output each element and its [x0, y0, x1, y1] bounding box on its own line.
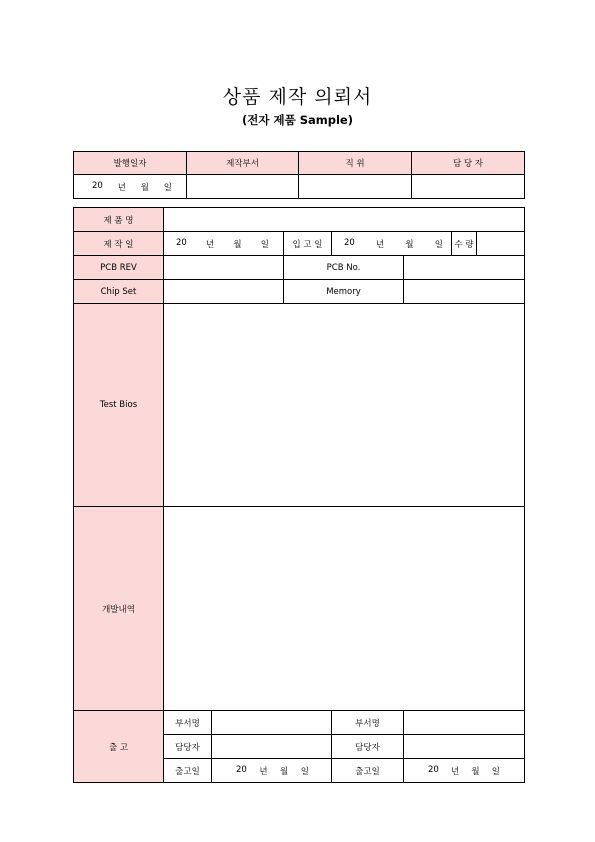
dept-label: 부서명 [332, 711, 404, 735]
date-year-unit: 년 [451, 766, 460, 777]
ship-date-label: 출고일 [164, 759, 212, 783]
pcb-no-label: PCB No. [284, 256, 404, 280]
date-month-unit: 월 [233, 239, 242, 250]
quantity-field[interactable] [477, 232, 525, 256]
dev-history-field[interactable] [164, 507, 525, 711]
date-day-unit: 일 [434, 239, 443, 250]
department-header: 제작부서 [187, 152, 299, 175]
manager-label: 담당자 [164, 735, 212, 759]
date-year-unit: 년 [376, 239, 385, 250]
test-bios-field[interactable] [164, 304, 525, 507]
date-year-unit: 년 [206, 239, 215, 250]
pcb-rev-field[interactable] [164, 256, 284, 280]
manager-label: 담당자 [332, 735, 404, 759]
date-month-unit: 월 [280, 766, 289, 777]
in-date-label: 입 고 일 [284, 232, 332, 256]
date-day-unit: 일 [491, 766, 500, 777]
memory-label: Memory [284, 280, 404, 304]
ship-date-field-2[interactable] [404, 759, 525, 783]
date-month-unit: 월 [471, 766, 480, 777]
manager-field-1[interactable] [212, 735, 332, 759]
product-name-field[interactable] [164, 208, 525, 232]
chip-set-label: Chip Set [74, 280, 164, 304]
pcb-rev-label: PCB REV [74, 256, 164, 280]
date-day-unit: 일 [300, 766, 309, 777]
dept-field-2[interactable] [404, 711, 525, 735]
position-field[interactable] [299, 175, 412, 199]
shipping-label: 출 고 [74, 711, 164, 783]
issue-date-field[interactable] [74, 175, 187, 199]
product-request-table [73, 207, 525, 783]
manager-header: 담 당 자 [412, 152, 525, 175]
chip-set-field[interactable] [164, 280, 284, 304]
production-date-field[interactable] [164, 232, 284, 256]
in-date-field[interactable] [332, 232, 452, 256]
manager-field-2[interactable] [404, 735, 525, 759]
date-day-unit: 일 [260, 239, 269, 250]
ship-date-field-1[interactable] [212, 759, 332, 783]
date-year-unit: 년 [259, 766, 268, 777]
production-date-label: 제 작 일 [74, 232, 164, 256]
issue-date-header: 발행일자 [74, 152, 187, 175]
date-month-unit: 월 [140, 182, 149, 193]
date-year: 20 [92, 180, 103, 191]
date-year-unit: 년 [117, 182, 126, 193]
date-month-unit: 월 [405, 239, 414, 250]
manager-field[interactable] [412, 175, 525, 199]
ship-date-label: 출고일 [332, 759, 404, 783]
date-year: 20 [344, 237, 355, 248]
dept-field-1[interactable] [212, 711, 332, 735]
dev-history-label: 개발내역 [74, 507, 164, 711]
quantity-label: 수 량 [452, 232, 477, 256]
date-day-unit: 일 [163, 182, 172, 193]
date-year: 20 [176, 237, 187, 248]
date-year: 20 [428, 764, 439, 775]
date-year: 20 [236, 764, 247, 775]
page-subtitle: (전자 제품 Sample) [242, 113, 353, 127]
product-name-label: 제 품 명 [74, 208, 164, 232]
memory-field[interactable] [404, 280, 525, 304]
issue-info-table [73, 151, 525, 199]
pcb-no-field[interactable] [404, 256, 525, 280]
department-field[interactable] [187, 175, 299, 199]
page-title: 상품 제작 의뢰서 [222, 86, 373, 108]
test-bios-label: Test Bios [74, 304, 164, 507]
position-header: 직 위 [299, 152, 412, 175]
dept-label: 부서명 [164, 711, 212, 735]
